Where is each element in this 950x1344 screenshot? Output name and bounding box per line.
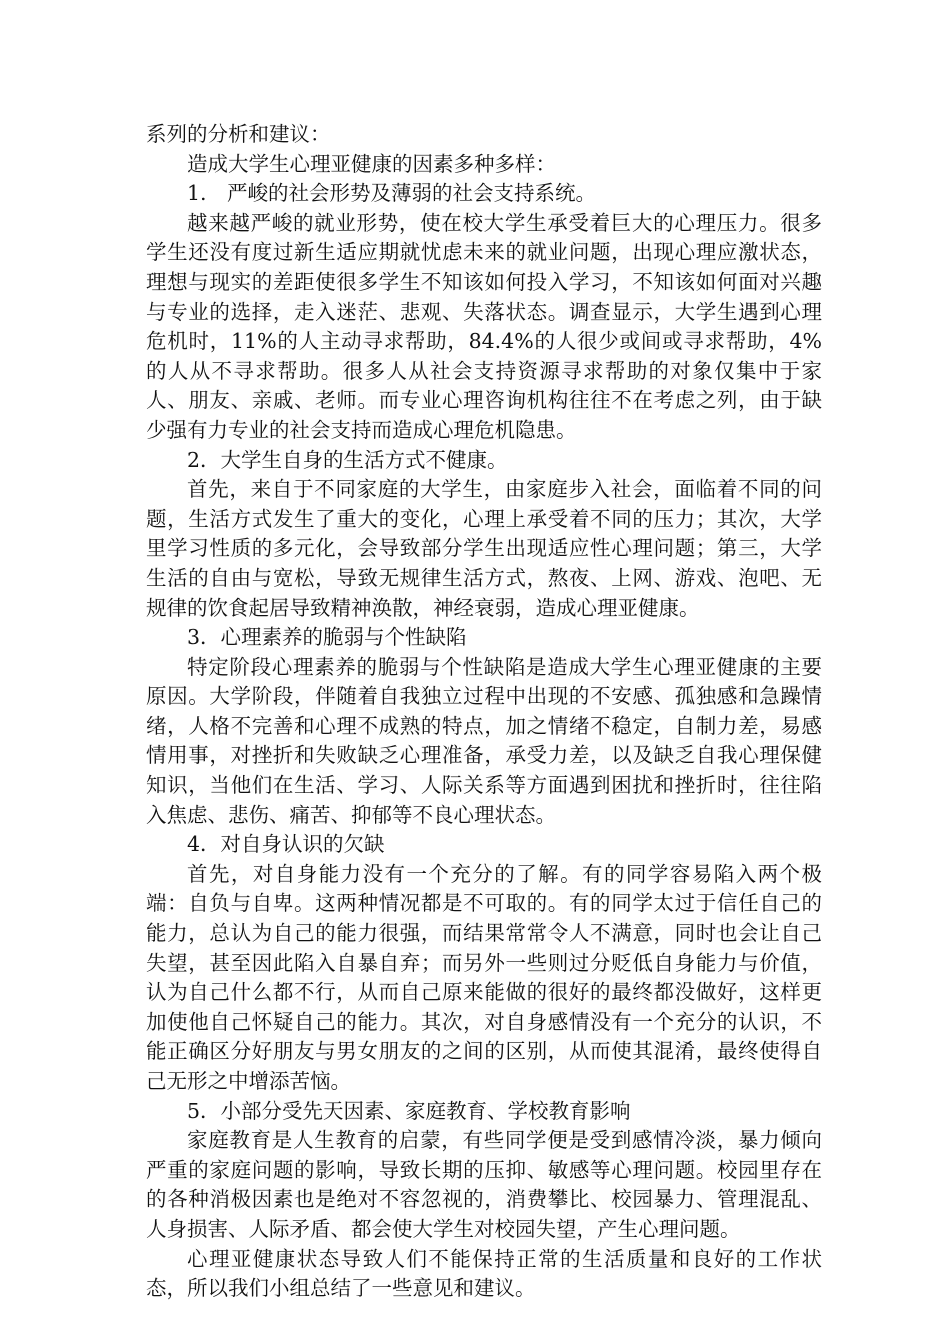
section-heading-3: 3．心理素养的脆弱与个性缺陷 (187, 625, 467, 650)
section-heading-1: 1. 严峻的社会形势及薄弱的社会支持系统。 (187, 181, 597, 206)
paragraph-section-5: 家庭教育是人生教育的启蒙，有些同学便是受到感情冷淡，暴力倾向严重的家庭问题的影响，导致长期的压抑、敏感等心理问题。校园里存在的各种消极因素也是绝对不容忽视的，消费攀比、校园暴力、管理混乱、人身损害、人际矛盾、都会使大学生对校园失望，产生心理问题。 (146, 1128, 822, 1241)
paragraph-causes-lead: 造成大学生心理亚健康的因素多种多样： (187, 151, 556, 176)
section-heading-5: 5．小部分受先天因素、家庭教育、学校教育影响 (187, 1098, 631, 1123)
paragraph-section-2: 首先，来自于不同家庭的大学生，由家庭步入社会，面临着不同的问题，生活方式发生了重大的变化，心理上承受着不同的压力；其次，大学里学习性质的多元化，会导致部分学生出现适应性心理问题；第三，大学生活的自由与宽松，导致无规律生活方式，熬夜、上网、游戏、泡吧、无规律的饮食起居导致精神涣散，神经衰弱，造成心理亚健康。 (146, 477, 822, 620)
paragraph-intro-continuation: 系列的分析和建议： (146, 122, 331, 146)
section-heading-2: 2．大学生自身的生活方式不健康。 (187, 447, 508, 472)
document-body (146, 120, 822, 1304)
paragraph-conclusion: 心理亚健康状态导致人们不能保持正常的生活质量和良好的工作状态，所以我们小组总结了一些意见和建议。 (146, 1246, 822, 1301)
paragraph-section-4: 首先，对自身能力没有一个充分的了解。有的同学容易陷入两个极端：自负与自卑。这两种情况都是不可取的。有的同学太过于信任自己的能力，总认为自己的能力很强，而结果常常令人不满意，同时也会让自己失望，甚至因此陷入自暴自弃；而另外一些则过分贬低自身能力与价值，认为自己什么都不行，从而自己原来能做的很好的最终都没做好，这样更加使他自己怀疑自己的能力。其次，对自身感情没有一个充分的认识，不能正确区分好朋友与男女朋友的之间的区别，从而使其混淆，最终使得自己无形之中增添苦恼。 (146, 861, 822, 1093)
section-heading-4: 4．对自身认识的欠缺 (187, 832, 385, 857)
paragraph-section-1: 越来越严峻的就业形势，使在校大学生承受着巨大的心理压力。很多学生还没有度过新生适应期就忧虑未来的就业问题，出现心理应激状态，理想与现实的差距使很多学生不知该如何投入学习，不知该如何面对兴趣与专业的选择，走入迷茫、悲观、失落状态。调查显示，大学生遇到心理危机时，11%的人主动寻求帮助，84.4%的人很少或间或寻求帮助，4%的人从不寻求帮助。很多人从社会支持资源寻求帮助的对象仅集中于家人、朋友、亲戚、老师。而专业心理咨询机构往往不在考虑之列，由于缺少强有力专业的社会支持而造成心理危机隐患。 (146, 210, 822, 442)
paragraph-section-3: 特定阶段心理素养的脆弱与个性缺陷是造成大学生心理亚健康的主要原因。大学阶段，伴随着自我独立过程中出现的不安感、孤独感和急躁情绪，人格不完善和心理不成熟的特点，加之情绪不稳定，自制力差，易感情用事，对挫折和失败缺乏心理准备，承受力差，以及缺乏自我心理保健知识，当他们在生活、学习、人际关系等方面遇到困扰和挫折时，往往陷入焦虑、悲伤、痛苦、抑郁等不良心理状态。 (146, 654, 822, 827)
